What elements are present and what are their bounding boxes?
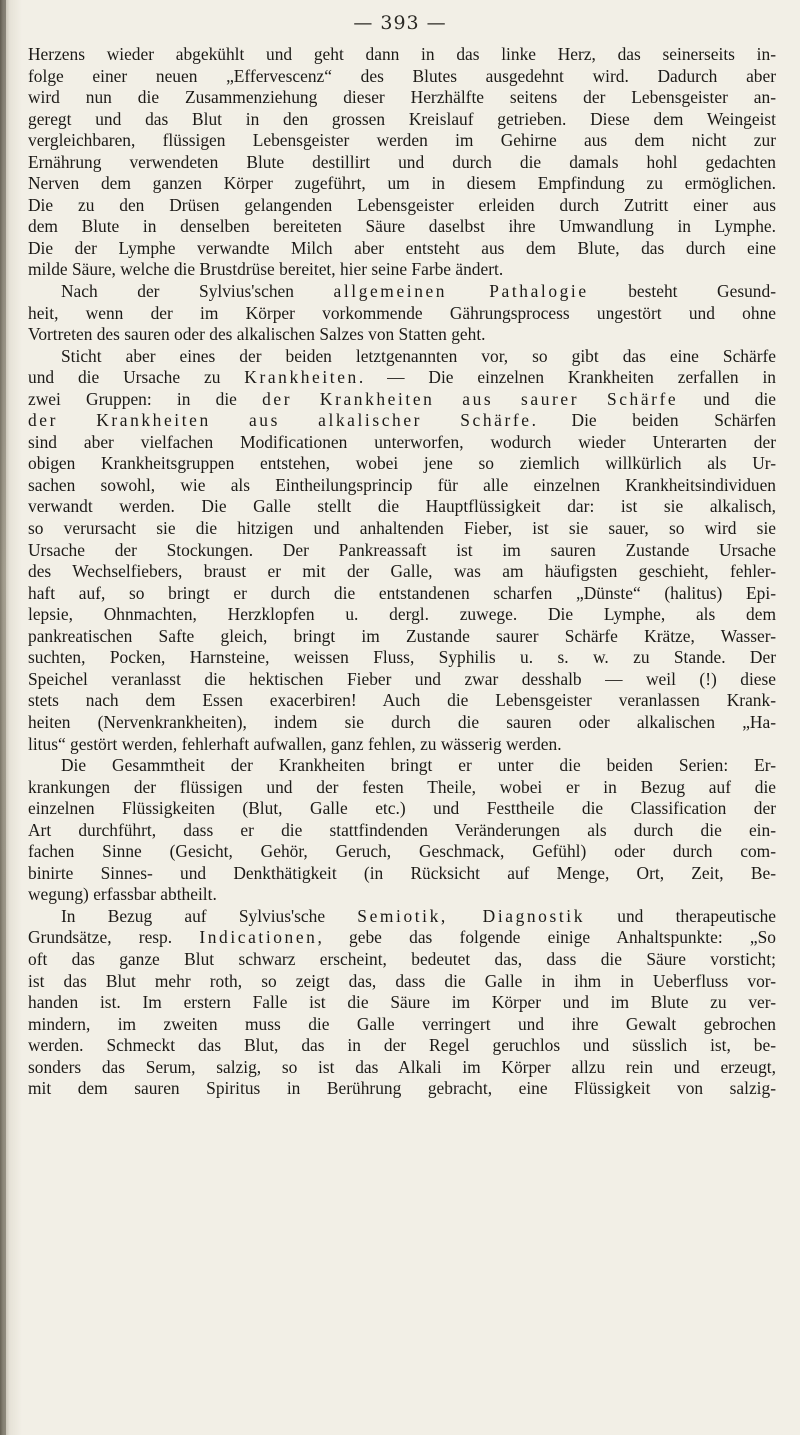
text-line: obigen Krankheitsgruppen entstehen, wobei jene so ziemlich willkürlich als Ur- xyxy=(28,453,776,474)
text-line: einzelnen Flüssigkeiten (Blut, Galle etc.) und Festtheile die Classification der xyxy=(28,798,776,819)
spaced-emphasis: Semiotik, Diagnostik xyxy=(357,905,586,926)
text-line: litus“ gestört werden, fehlerhaft aufwallen, ganz fehlen, zu wässerig werden. xyxy=(28,733,562,754)
text-line: folge einer neuen „Effervescenz“ des Blutes ausgedehnt wird. Dadurch aber xyxy=(28,65,776,86)
text-line: handen ist. Im erstern Falle ist die Säure im Körper und im Blute zu ver- xyxy=(28,992,776,1013)
spaced-emphasis: allgemeinen Pathalogie xyxy=(333,281,589,302)
spaced-emphasis: Indicationen xyxy=(199,927,318,948)
text-segment: und therapeutische xyxy=(585,905,776,926)
text-line: heit, wenn der im Körper vorkommende Gährungsprocess ungestört und ohne xyxy=(28,302,776,323)
body-text xyxy=(28,44,776,1100)
spaced-emphasis: der Krankheiten aus saurer Schärfe xyxy=(262,388,679,409)
text-line: werden. Schmeckt das Blut, das in der Regel geruchlos und süsslich ist, be- xyxy=(28,1035,776,1056)
spaced-emphasis: Krankheiten xyxy=(244,367,359,388)
text-line: vergleichbaren, flüssigen Lebensgeister werden im Gehirne aus dem nicht zur xyxy=(28,130,776,151)
text-line: Nerven dem ganzen Körper zugeführt, um in diesem Empfindung zu ermöglichen. xyxy=(28,173,776,194)
text-line: mindern, im zweiten muss die Galle verringert und ihre Gewalt gebrochen xyxy=(28,1013,776,1034)
spaced-emphasis: der Krankheiten aus alkalischer Schärfe xyxy=(28,410,532,431)
text-line: Die zu den Drüsen gelangenden Lebensgeister erleiden durch Zutritt einer aus xyxy=(28,194,776,215)
text-line: pankreatischen Safte gleich, bringt im Zustande saurer Schärfe Krätze, Wasser- xyxy=(28,625,776,646)
text-line: geregt und das Blut in den grossen Kreislauf getrieben. Diese dem Weingeist xyxy=(28,108,776,129)
text-segment: und die Ursache zu xyxy=(28,367,245,388)
text-segment: Grundsätze, resp. xyxy=(28,927,200,948)
text-line: fachen Sinne (Gesicht, Gehör, Geruch, Geschmack, Gefühl) oder durch com- xyxy=(28,841,776,862)
text-line: wegung) erfassbar abtheilt. xyxy=(28,884,217,905)
text-line: sachen sowohl, wie als Eintheilungsprincip für alle einzelnen Krankheitsindividuen xyxy=(28,474,776,495)
text-line: Ursache der Stockungen. Der Pankreassaft ist im sauren Zustande Ursache xyxy=(28,539,776,560)
text-segment: . — Die einzelnen Krankheiten zerfallen in xyxy=(358,367,776,388)
text-line: wird nun die Zusammenziehung dieser Herzhälfte seitens der Lebensgeister an- xyxy=(28,87,776,108)
text-line: haft auf, so bringt er durch die entstandenen scharfen „Dünste“ (halitus) Epi- xyxy=(28,582,776,603)
text-line: Sticht aber eines der beiden letztgenannten vor, so gibt das eine Schärfe xyxy=(61,345,776,366)
page-number: — 393 — xyxy=(353,12,447,34)
text-segment: Nach der Sylvius'schen xyxy=(61,281,334,302)
text-line: sonders das Serum, salzig, so ist das Alkali im Körper allzu rein und erzeugt, xyxy=(28,1056,776,1077)
text-line xyxy=(28,367,776,389)
text-line xyxy=(28,410,776,432)
text-line: mit dem sauren Spiritus in Berührung gebracht, eine Flüssigkeit von salzig- xyxy=(28,1078,776,1099)
text-line: verwandt werden. Die Galle stellt die Hauptflüssigkeit dar: ist sie alkalisch, xyxy=(28,496,776,517)
text-segment: . Die beiden Schärfen xyxy=(531,410,776,431)
text-line: so verursacht sie die hitzigen und anhaltenden Fieber, ist sie sauer, so wird sie xyxy=(28,518,776,539)
text-line: Die der Lymphe verwandte Milch aber entsteht aus dem Blute, das durch eine xyxy=(28,237,776,258)
text-line: Die Gesammtheit der Krankheiten bringt er unter die beiden Serien: Er- xyxy=(61,755,776,776)
text-line: heiten (Nervenkrankheiten), indem sie durch die sauren oder alkalischen „Ha- xyxy=(28,711,776,732)
text-segment: In Bezug auf Sylvius'sche xyxy=(61,905,358,926)
text-line: krankungen der flüssigen und der festen Theile, wobei er in Bezug auf die xyxy=(28,776,776,797)
binding-gutter-shadow xyxy=(0,0,6,1435)
text-line: sind aber vielfachen Modificationen unterworfen, wodurch wieder Unterarten der xyxy=(28,431,776,452)
text-line: Ernährung verwendeten Blute destillirt und durch die damals hohl gedachten xyxy=(28,151,776,172)
text-line: Herzens wieder abgekühlt und geht dann in das linke Herz, das seinerseits in- xyxy=(28,44,776,64)
text-segment: und die xyxy=(678,388,776,409)
text-line: des Wechselfiebers, braust er mit der Galle, was am häufigsten geschieht, fehler- xyxy=(28,561,776,582)
text-line: ist das Blut mehr roth, so zeigt das, dass die Galle in ihm in Ueberfluss vor- xyxy=(28,970,776,991)
text-line xyxy=(28,927,776,949)
text-line: Vortreten des sauren oder des alkalischen Salzes von Statten geht. xyxy=(28,324,486,345)
text-line: dem Blute in denselben bereiteten Säure daselbst ihre Umwandlung in Lymphe. xyxy=(28,216,776,237)
text-line: binirte Sinnes- und Denkthätigkeit (in Rücksicht auf Menge, Ort, Zeit, Be- xyxy=(28,862,776,883)
text-segment: besteht Gesund- xyxy=(588,281,776,302)
text-line xyxy=(28,389,776,411)
text-line: lepsie, Ohnmachten, Herzklopfen u. dergl. zuwege. Die Lymphe, als dem xyxy=(28,604,776,625)
text-line: oft das ganze Blut schwarz erscheint, bedeutet das, dass die Säure vorsticht; xyxy=(28,948,776,969)
text-segment: , gebe das folgende einige Anhaltspunkte: „So xyxy=(317,927,776,948)
text-line: Speichel veranlasst die hektischen Fieber und zwar desshalb — weil (!) diese xyxy=(28,668,776,689)
text-line xyxy=(28,281,776,303)
text-line: Art durchführt, dass er die stattfindenden Veränderungen als durch die ein- xyxy=(28,819,776,840)
text-segment: zwei Gruppen: in die xyxy=(28,388,263,409)
text-line xyxy=(28,906,776,928)
text-line: milde Säure, welche die Brustdrüse bereitet, hier seine Farbe ändert. xyxy=(28,259,504,280)
text-line: suchten, Pocken, Harnsteine, weissen Fluss, Syphilis u. s. w. zu Stande. Der xyxy=(28,647,776,668)
text-line: stets nach dem Essen exacerbiren! Auch die Lebensgeister veranlassen Krank- xyxy=(28,690,776,711)
